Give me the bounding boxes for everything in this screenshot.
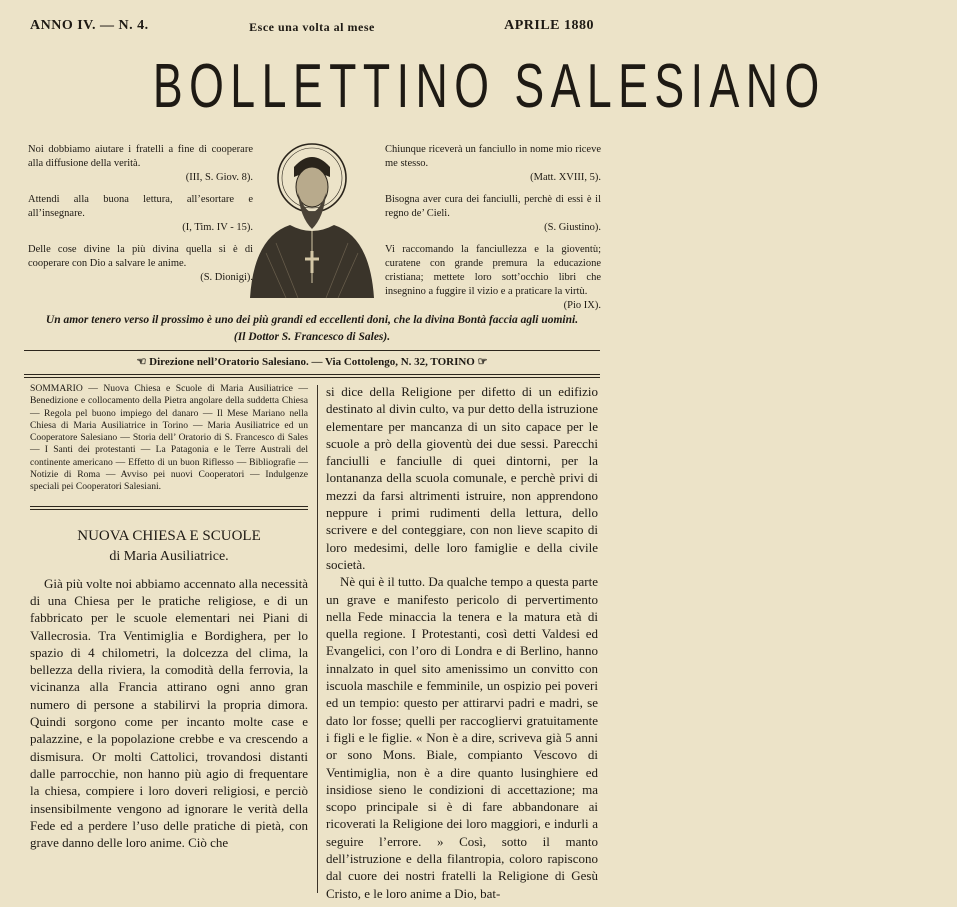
pointing-hand-left-icon: ☜ <box>136 356 147 368</box>
quote-source: (I, Tim. IV - 15). <box>182 222 253 233</box>
column-divider <box>317 385 318 893</box>
quote <box>28 243 253 285</box>
left-column <box>30 383 308 851</box>
article-paragraph: Nè qui è il tutto. Da qualche tempo a questa parte un grave e manifesto pericolo di pervertimento nella Fede minaccia la tenera e la matura età di quella regione. I Protestanti, così detti Valdesi ed Evangelici, con l’oro di Londra e di Berlino, hanno innalzato in quel sito amenissimo un convitto con iscuola maschile e femminile, un ospizio pei poveri ed un tempio: questo per attirarvi padri e madri, se dato lor fosse; quelli per raccogliervi gratuitamente i figli e le figlie. « Non è a dire, scriveva già 5 anni or sono Mons. Biale, compianto Vescovo di Ventimiglia, non è a dire quanto lusinghiere ed insidiose sieno le condizioni di accettazione; ma scopo principale si è di fare abbandonare ai ricoverati la Religione dei loro maggiori, e indurli a seguire l’errore. » Così, sotto il manto dell’istruzione e della filantropia, coloro rapiscono dal cuore dei nostri fratelli la Religione di Gesù Cristo, e le loro anime a Dio, bat- <box>326 574 598 901</box>
quotes-left <box>28 143 253 293</box>
quote <box>28 143 253 185</box>
masthead-title: BOLLETTINO SALESIANO <box>152 52 826 121</box>
summary: SOMMARIO — Nuova Chiesa e Scuole di Maria Ausiliatrice — Benedizione e collocamento della Pietra angolare della suddetta Chiesa — Regola pel buono impiego del danaro — Il Mese Mariano nella Chiesa di Maria Ausiliatrice in Torino — Maria Ausiliatrice ed un Cooperatore Salesiano — Storia dell’ Oratorio di S. Francesco di Sales — I Santi dei protestanti — La Patagonia e le Terre Australi del continente americano — Effetto di un buon Riflesso — Bibliografie — Notizie di Roma — Avviso pei nuovi Cooperatori — Indulgenze speciali pei Cooperatori Salesiani. <box>30 383 308 493</box>
pointing-hand-right-icon: ☞ <box>477 356 488 368</box>
motto <box>24 312 600 346</box>
right-column <box>326 383 598 902</box>
quote-text: Noi dobbiamo aiutare i fratelli a fine di cooperare alla diffusione della verità. <box>28 144 253 169</box>
divider <box>24 374 600 375</box>
divider <box>30 506 308 507</box>
publication-frequency: Esce una volta al mese <box>249 20 375 34</box>
motto-text: Un amor tenero verso il prossimo è uno dei più grandi ed eccellenti doni, che la divina Bontà faccia agli uomini. <box>45 314 579 326</box>
quote-source: (Matt. XVIII, 5). <box>530 172 601 183</box>
quote-source: (S. Dionigi). <box>200 272 253 283</box>
quote-text: Attendi alla buona lettura, all’esortare e all’insegnare. <box>28 194 253 219</box>
divider <box>24 377 600 378</box>
quote-source: (III, S. Giov. 8). <box>185 172 253 183</box>
divider <box>30 509 308 510</box>
quote-source: (S. Giustino). <box>544 222 601 233</box>
issue-header <box>30 18 594 36</box>
quote <box>28 193 253 235</box>
article-paragraph: Già più volte noi abbiamo accennato alla necessità di una Chiesa per le pratiche religiose, e di un fabbricato per le scuole elementari nei Piani di Vallecrosia. Tra Ventimiglia e Bordighera, per lo spazio di 4 chilometri, la dolcezza del clima, la bellezza della riviera, la comodità della ferrovia, la vicinanza alla Francia attirano ogni anno gran numero di persone a stabilirvi la propria dimora. Quindi sorgono come per incanto molte case e palazzine, e la popolazione crebbe e va crescendo a dismisura. Or molti Cattolici, trovandosi distanti dalle parrocchie, non hanno più agio di frequentare la chiesa, compiere i loro doveri religiosi, e perciò insensibilmente vengono ad ignorare le verità della Fede ed a perdere l’uso delle pratiche di pietà, con grave danno delle loro anime. Ciò che <box>30 575 308 851</box>
divider <box>24 350 600 351</box>
quote-text: Chiunque riceverà un fanciullo in nome mio riceve me stesso. <box>385 144 601 169</box>
article-subtitle: di Maria Ausiliatrice. <box>109 548 229 564</box>
article-paragraph: si dice della Religione per difetto di un edifizio destinato al divin culto, va pur detto della istruzione elementare per mancanza di un sito capace per le scuole a prò della gioventù dei due sessi. Parecchi fanciulli e fanciulle di quei dintorni, per la lontananza della scuola comunale, e perchè privi di mezzi da farsi altrimenti istruire, non apprendono neppure i primi rudimenti della lettura, dello scrivere e del conteggiare, con non lieve scapito di loro medesimi, delle loro famiglie e della civile società. <box>326 384 598 572</box>
issue-date: APRILE 1880 <box>504 18 594 33</box>
saint-portrait-engraving <box>246 133 378 298</box>
quote <box>385 243 601 313</box>
issue-number: ANNO IV. — N. 4. <box>30 18 149 33</box>
quote-source: (Pio IX). <box>563 300 601 311</box>
address-line <box>24 355 600 368</box>
masthead <box>22 44 826 130</box>
address-text: Direzione nell’Oratorio Salesiano. — Via Cottolengo, N. 32, TORINO <box>149 356 475 368</box>
quote <box>385 143 601 185</box>
quote <box>385 193 601 235</box>
quotes-right <box>385 143 601 321</box>
quote-text: Delle cose divine la più divina quella si è di cooperare con Dio a salvare le anime. <box>28 244 253 269</box>
article-title: NUOVA CHIESA E SCUOLE <box>77 527 261 544</box>
motto-attribution: (Il Dottor S. Francesco di Sales). <box>233 331 391 343</box>
quote-text: Vi raccomando la fanciullezza e la gioventù; curatene con grande premura la educazione cristiana; mettete loro sott’occhio libri che insegnino a fuggire il vizio e a praticare la virtù. <box>385 244 601 297</box>
quote-text: Bisogna aver cura dei fanciulli, perchè di essi è il regno de’ Cieli. <box>385 194 601 219</box>
